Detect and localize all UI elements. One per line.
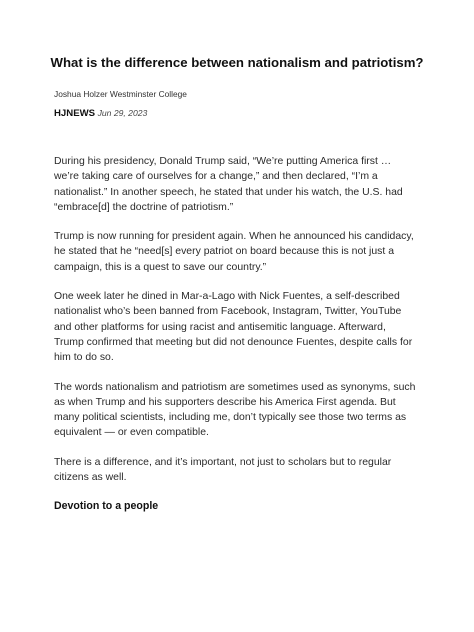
section-heading: Devotion to a people [54,500,159,513]
text-line: citizens as well. [54,472,127,484]
text-line: The words nationalism and patriotism are sometimes used as synonyms, such [54,381,416,393]
text-line: equivalent — or even compatible. [54,427,209,439]
text-line: him to do so. [54,352,114,364]
text-line: many political scientists, including me, don’t typically see those two terms as [54,412,407,424]
text-line: One week later he dined in Mar-a-Lago with Nick Fuentes, a self-described [54,291,400,303]
paragraph [54,154,434,215]
paragraph [54,289,434,365]
text-line: as when Trump and his supporters describe his America First agenda. But [54,396,396,408]
publisher-name: HJNEWS [54,108,96,119]
article-title: What is the difference between nationalism and patriotism? [50,55,424,70]
paragraph [54,229,434,275]
paragraph [54,380,434,441]
text-line: campaign, this is a quest to save our country.” [54,261,267,273]
text-line: he stated that he “need[s] every patriot on board because this is not just a [54,246,395,258]
text-line: nationalist who’s been banned from Facebook, Instagram, Twitter, YouTube [54,306,402,318]
text-line: we’re taking care of ourselves for a change,” and then declared, “I’m a [54,171,378,183]
text-line: “embrace[d] the doctrine of patriotism.” [54,201,234,213]
text-line: There is a difference, and it’s important, not just to scholars but to regular [54,456,392,468]
article-body [54,154,434,514]
text-line: Trump is now running for president again. When he announced his candidacy, [54,231,414,243]
text-line: Trump confirmed that meeting but did not denounce Fuentes, despite calls for [54,336,413,348]
author-byline: Joshua Holzer Westminster College [54,89,187,99]
paragraph [54,455,434,486]
source-line [54,108,147,119]
text-line: During his presidency, Donald Trump said, “We’re putting America first … [54,156,392,167]
publish-date: Jun 29, 2023 [97,108,148,118]
text-line: nationalist.” In another speech, he stated that under his watch, the U.S. had [54,186,403,198]
text-line: and other platforms for using racist and antisemitic language. Afterward, [54,321,386,333]
